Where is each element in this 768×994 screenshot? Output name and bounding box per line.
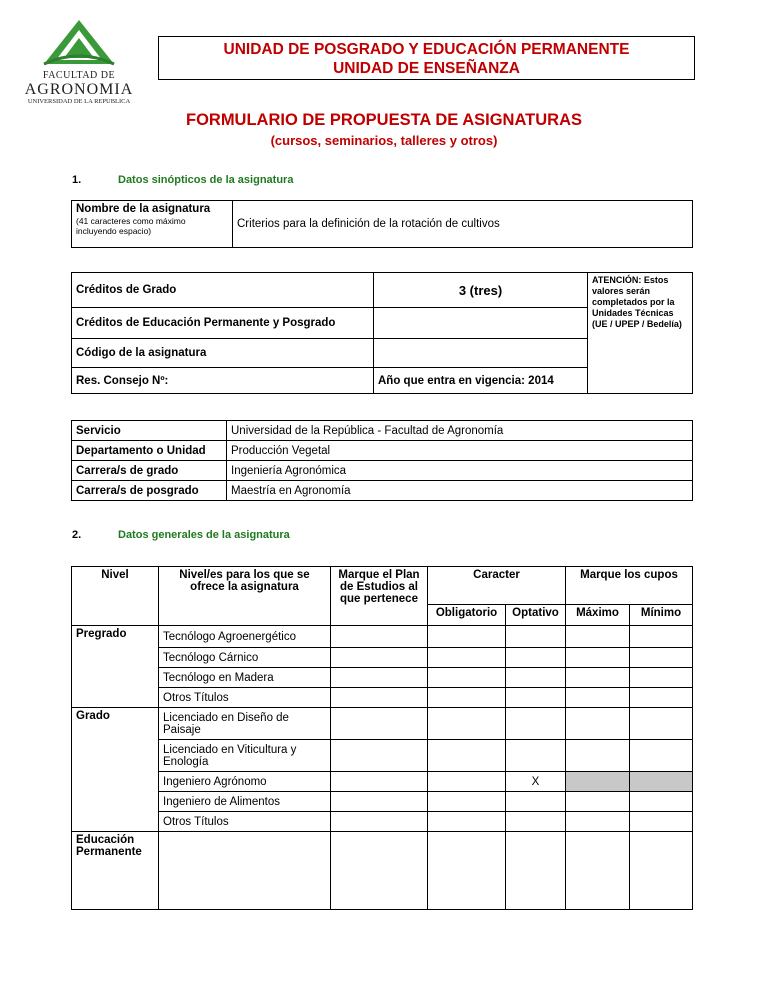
- obligatorio-cell[interactable]: [428, 688, 506, 708]
- course-name-label-cell: [72, 201, 233, 248]
- minimo-cell[interactable]: [630, 626, 693, 648]
- header-line-1: UNIDAD DE POSGRADO Y EDUCACIÓN PERMANENTE: [223, 41, 630, 58]
- course-name-table: [71, 200, 693, 248]
- plan-row-title: Otros Títulos: [159, 812, 331, 832]
- section-2-title: Datos generales de la asignatura: [118, 529, 290, 541]
- plan-row-title: Ingeniero de Alimentos: [159, 792, 331, 812]
- info-value[interactable]: Ingeniería Agronómica: [227, 461, 693, 481]
- minimo-cell[interactable]: [630, 740, 693, 772]
- course-code-value[interactable]: [374, 339, 588, 368]
- plan-row-title: Licenciado en Diseño de Paisaje: [159, 708, 331, 740]
- general-data-table: [71, 566, 693, 910]
- obligatorio-cell[interactable]: [428, 626, 506, 648]
- maximo-cell[interactable]: [566, 708, 630, 740]
- course-name-value[interactable]: Criterios para la definición de la rotación de cultivos: [233, 201, 693, 248]
- plan-row: [72, 648, 693, 668]
- info-row: [72, 441, 693, 461]
- section-1-number: 1.: [72, 174, 82, 186]
- obligatorio-cell[interactable]: [428, 740, 506, 772]
- form-subtitle: (cursos, seminarios, talleres y otros): [270, 133, 498, 148]
- header-line-2: UNIDAD DE ENSEÑANZA: [333, 60, 520, 77]
- header-optativo: Optativo: [506, 605, 566, 626]
- plan-mark-cell[interactable]: [331, 772, 428, 792]
- minimo-cell[interactable]: [630, 688, 693, 708]
- plan-row-title: Otros Títulos: [159, 688, 331, 708]
- year-in-force[interactable]: Año que entra en vigencia: 2014: [374, 368, 588, 394]
- credits-table: [71, 272, 693, 394]
- section-2-number: 2.: [72, 529, 82, 541]
- ep-cell[interactable]: [159, 832, 331, 910]
- plan-row: [72, 668, 693, 688]
- form-title: FORMULARIO DE PROPUESTA DE ASIGNATURAS: [185, 111, 582, 129]
- info-row: [72, 481, 693, 501]
- plan-mark-cell[interactable]: [331, 812, 428, 832]
- maximo-cell[interactable]: [566, 688, 630, 708]
- level-group-grado: Grado: [72, 708, 159, 832]
- ep-cell[interactable]: [630, 832, 693, 910]
- faculty-logo: [14, 18, 144, 106]
- plan-row: [72, 740, 693, 772]
- plan-row-title: Tecnólogo Agroenergético: [159, 626, 331, 648]
- header-maximo: Máximo: [566, 605, 630, 626]
- ep-cell[interactable]: [506, 832, 566, 910]
- logo-line-1: FACULTAD DE: [42, 70, 116, 81]
- service-info-table: [71, 420, 693, 501]
- info-label: Carrera/s de grado: [72, 461, 227, 481]
- plan-mark-cell[interactable]: [331, 648, 428, 668]
- obligatorio-cell[interactable]: [428, 772, 506, 792]
- plan-row: [72, 792, 693, 812]
- plan-row-title: Ingeniero Agrónomo: [159, 772, 331, 792]
- plan-mark-cell[interactable]: [331, 688, 428, 708]
- info-value[interactable]: Universidad de la República - Facultad de Agronomía: [227, 421, 693, 441]
- plan-mark-cell[interactable]: [331, 708, 428, 740]
- optativo-cell[interactable]: [506, 626, 566, 648]
- minimo-cell[interactable]: [630, 772, 693, 792]
- optativo-cell[interactable]: [506, 648, 566, 668]
- maximo-cell[interactable]: [566, 648, 630, 668]
- obligatorio-cell[interactable]: [428, 708, 506, 740]
- header-plan: Marque el Plan de Estudios al que pertenece: [331, 567, 428, 626]
- ep-cell[interactable]: [428, 832, 506, 910]
- obligatorio-cell[interactable]: [428, 792, 506, 812]
- obligatorio-cell[interactable]: [428, 812, 506, 832]
- plan-mark-cell[interactable]: [331, 626, 428, 648]
- header-niveles: Nivel/es para los que se ofrece la asignatura: [159, 567, 331, 626]
- plan-row: [72, 772, 693, 792]
- plan-mark-cell[interactable]: [331, 668, 428, 688]
- optativo-cell[interactable]: [506, 708, 566, 740]
- minimo-cell[interactable]: [630, 792, 693, 812]
- optativo-cell[interactable]: [506, 812, 566, 832]
- minimo-cell[interactable]: [630, 648, 693, 668]
- maximo-cell[interactable]: [566, 792, 630, 812]
- obligatorio-cell[interactable]: [428, 668, 506, 688]
- info-value[interactable]: Producción Vegetal: [227, 441, 693, 461]
- res-consejo-label: Res. Consejo Nº:: [72, 368, 374, 394]
- plan-row-title: Tecnólogo Cárnico: [159, 648, 331, 668]
- info-label: Servicio: [72, 421, 227, 441]
- leaf-emblem-icon: [14, 18, 144, 70]
- course-name-hint: (41 caracteres como máximo incluyendo espacio): [76, 216, 186, 236]
- ep-cell[interactable]: [331, 832, 428, 910]
- header-obligatorio: Obligatorio: [428, 605, 506, 626]
- plan-row-title: Licenciado en Viticultura y Enología: [159, 740, 331, 772]
- optativo-cell[interactable]: [506, 668, 566, 688]
- course-code-label: Código de la asignatura: [72, 339, 374, 368]
- level-group-pregrado: Pregrado: [72, 626, 159, 708]
- plan-row-title: Tecnólogo en Madera: [159, 668, 331, 688]
- optativo-cell[interactable]: [506, 688, 566, 708]
- credits-ep-value[interactable]: [374, 308, 588, 339]
- maximo-cell[interactable]: [566, 740, 630, 772]
- info-row: [72, 461, 693, 481]
- level-group-ep: Educación Permanente: [72, 832, 159, 910]
- info-value[interactable]: Maestría en Agronomía: [227, 481, 693, 501]
- section-1-title: Datos sinópticos de la asignatura: [118, 174, 294, 186]
- minimo-cell[interactable]: [630, 668, 693, 688]
- maximo-cell[interactable]: [566, 812, 630, 832]
- info-label: Carrera/s de posgrado: [72, 481, 227, 501]
- plan-mark-cell[interactable]: [331, 740, 428, 772]
- maximo-cell[interactable]: [566, 626, 630, 648]
- attention-note: ATENCIÓN: Estos valores serán completados por la Unidades Técnicas (UE / UPEP / Bedelía): [588, 273, 693, 394]
- header-box: [158, 36, 695, 80]
- maximo-cell[interactable]: [566, 668, 630, 688]
- plan-row: [72, 626, 693, 648]
- credits-grade-label: Créditos de Grado: [72, 273, 374, 308]
- header-nivel: Nivel: [72, 567, 159, 626]
- minimo-cell[interactable]: [630, 708, 693, 740]
- info-row: [72, 421, 693, 441]
- ep-cell[interactable]: [566, 832, 630, 910]
- header-caracter: Caracter: [428, 567, 566, 605]
- plan-row-ep: [72, 832, 693, 910]
- header-minimo: Mínimo: [630, 605, 693, 626]
- minimo-cell[interactable]: [630, 812, 693, 832]
- header-cupos: Marque los cupos: [566, 567, 693, 605]
- plan-row: [72, 708, 693, 740]
- credits-grade-value[interactable]: 3 (tres): [374, 273, 588, 308]
- obligatorio-cell[interactable]: [428, 648, 506, 668]
- credits-ep-label: Créditos de Educación Permanente y Posgrado: [72, 308, 374, 339]
- plan-row: [72, 688, 693, 708]
- optativo-cell[interactable]: [506, 792, 566, 812]
- plan-row: [72, 812, 693, 832]
- plan-mark-cell[interactable]: [331, 792, 428, 812]
- maximo-cell[interactable]: [566, 772, 630, 792]
- optativo-cell[interactable]: [506, 740, 566, 772]
- logo-line-3: UNIVERSIDAD DE LA REPUBLICA: [27, 98, 131, 105]
- info-label: Departamento o Unidad: [72, 441, 227, 461]
- course-name-label: Nombre de la asignatura: [76, 203, 211, 215]
- optativo-cell[interactable]: X: [506, 772, 566, 792]
- logo-line-2: AGRONOMIA: [24, 81, 134, 98]
